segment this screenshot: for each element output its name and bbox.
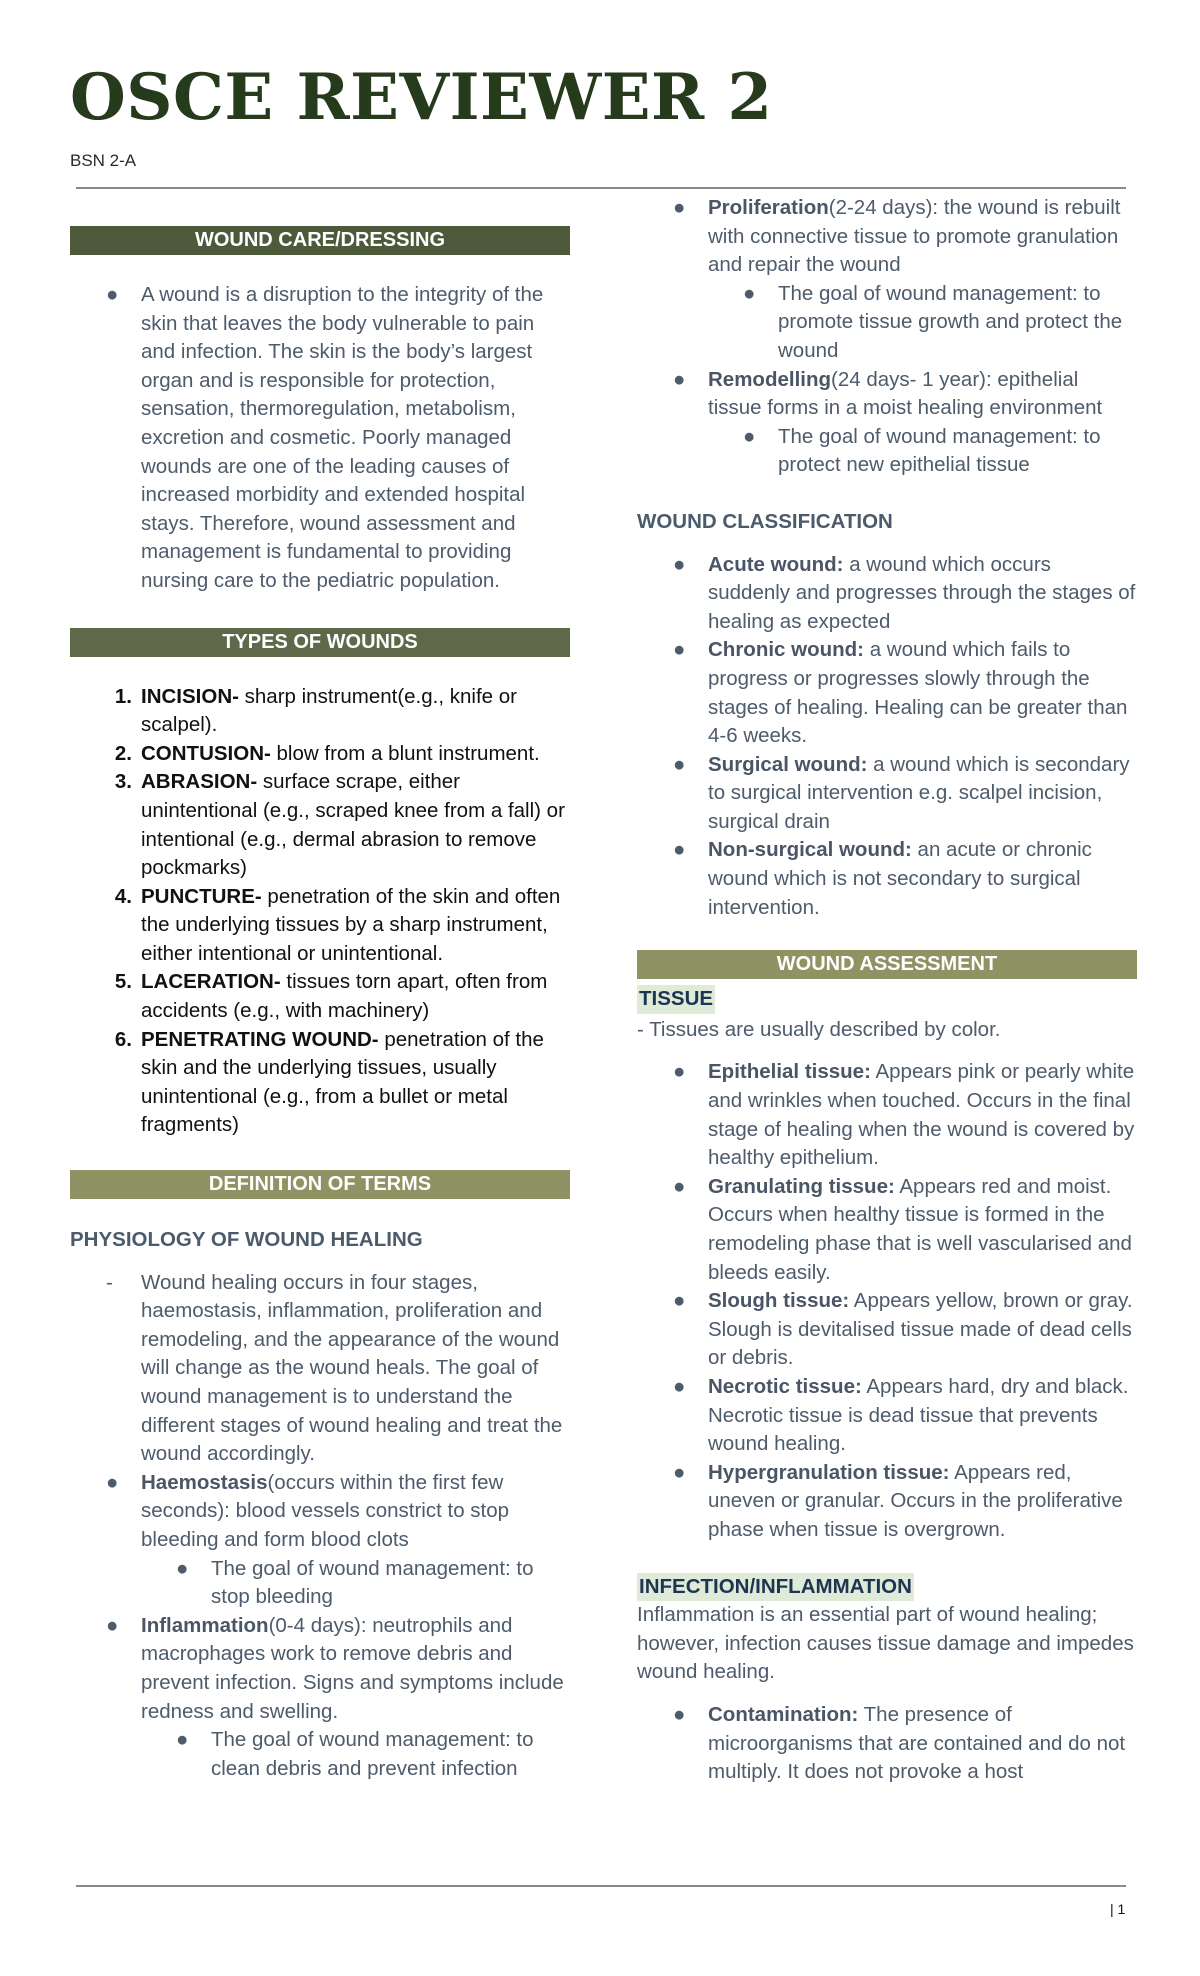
list-item <box>637 194 1137 280</box>
list-number: 5. <box>114 970 132 994</box>
list-item <box>70 1726 570 1783</box>
banner-wound-care: WOUND CARE/DRESSING <box>70 226 570 255</box>
list-item <box>70 1469 570 1555</box>
tissue-heading: TISSUE <box>637 985 715 1014</box>
bullet-marker: ● <box>673 196 686 219</box>
dash-marker: - <box>106 1270 113 1294</box>
bullet-marker: ● <box>673 638 686 662</box>
classification-term: Chronic wound: <box>708 638 865 662</box>
list-item <box>637 1173 1137 1287</box>
bullet-marker: ● <box>176 1556 189 1580</box>
bullet-marker: ● <box>673 367 686 391</box>
physiology-intro-text: Wound healing occurs in four stages, haemostasis, inflammation, proliferation and remodeling, and the appearance of the wound will change as the wound heals. The goal of wound management is to understand the different stages of wound healing and treat the wound accordingly. <box>141 1270 563 1466</box>
bullet-marker: ● <box>743 424 756 448</box>
bullet-marker: ● <box>743 281 756 305</box>
left-column <box>70 190 570 1783</box>
wound-type-term: ABRASION- <box>141 770 258 794</box>
types-list <box>70 683 570 1141</box>
wound-type-term: LACERATION- <box>141 970 281 994</box>
stage-term: Inflammation <box>141 1613 269 1637</box>
stage-term: Haemostasis <box>141 1470 268 1494</box>
list-number: 4. <box>114 884 132 908</box>
document-title: OSCE REVIEWER 2 <box>70 60 773 135</box>
footer-divider <box>76 1885 1126 1887</box>
stage-term: Remodelling <box>708 367 832 391</box>
stage-desc: (2-24 days): the wound is rebuilt with connective tissue to promote granulation and repair the wound <box>708 196 1121 277</box>
classification-term: Non-surgical wound: <box>708 838 912 862</box>
classification-term: Surgical wound: <box>708 752 868 776</box>
bullet-marker: ● <box>673 1174 686 1198</box>
list-item <box>70 1555 570 1612</box>
list-item <box>637 1058 1137 1172</box>
header-divider <box>76 187 1126 189</box>
classification-desc: a wound which is secondary to surgical intervention e.g. scalpel incision, surgical drain <box>708 752 1130 833</box>
list-item <box>70 683 570 740</box>
stage-goal: The goal of wound management: to protect new epithelial tissue <box>778 424 1101 477</box>
wound-type-term: INCISION- <box>141 684 239 708</box>
tissue-term: Slough tissue: <box>708 1289 850 1313</box>
bullet-marker: ● <box>673 752 686 776</box>
classification-heading: WOUND CLASSIFICATION <box>637 509 893 533</box>
infection-intro: Inflammation is an essential part of wound healing; however, infection causes tissue damage and impedes wound healing. <box>637 1603 1134 1684</box>
list-item <box>70 883 570 969</box>
list-item <box>70 1269 570 1469</box>
list-item <box>70 740 570 769</box>
bullet-marker: ● <box>673 1289 686 1313</box>
bullet-marker: ● <box>106 1470 119 1494</box>
list-item <box>637 1701 1137 1787</box>
list-item <box>637 366 1137 423</box>
classification-desc: a wound which occurs suddenly and progresses through the stages of healing as expected <box>708 552 1136 633</box>
list-item <box>70 1026 570 1140</box>
tissue-term: Granulating tissue: <box>708 1174 895 1198</box>
tissue-desc: Appears pink or pearly white and wrinkles when touched. Occurs in the final stage of healing when the wound is covered by healthy epithelium. <box>708 1060 1135 1170</box>
tissue-term: Epithelial tissue: <box>708 1060 871 1084</box>
tissue-desc: Appears red and moist. Occurs when healthy tissue is formed in the remodeling phase that is well vascularised and bleeds easily. <box>708 1174 1132 1284</box>
stage-desc: (24 days- 1 year): epithelial tissue forms in a moist healing environment <box>708 367 1103 420</box>
list-item <box>637 280 1137 366</box>
bullet-marker: ● <box>673 1460 686 1484</box>
infection-term: Contamination: <box>708 1702 859 1726</box>
wound-type-desc: blow from a blunt instrument. <box>270 741 540 765</box>
banner-wound-assessment: WOUND ASSESSMENT <box>637 950 1137 979</box>
tissue-intro: - Tissues are usually described by color. <box>637 1017 1001 1041</box>
list-item <box>637 1373 1137 1459</box>
list-item <box>70 768 570 882</box>
tissue-term: Hypergranulation tissue: <box>708 1460 950 1484</box>
list-item <box>637 636 1137 750</box>
tissue-desc: Appears hard, dry and black. Necrotic tissue is dead tissue that prevents wound healing. <box>708 1374 1129 1456</box>
stage-term: Proliferation <box>708 196 829 219</box>
tissue-term: Necrotic tissue: <box>708 1374 862 1398</box>
list-item <box>70 968 570 1025</box>
list-item <box>637 1459 1137 1545</box>
right-column <box>637 194 1137 1787</box>
stage-goal: The goal of wound management: to clean debris and prevent infection <box>211 1728 534 1780</box>
stage-desc: (0-4 days): neutrophils and macrophages work to remove debris and prevent infection. Signs and symptoms include redness and swelling. <box>141 1613 564 1723</box>
list-item <box>637 1287 1137 1373</box>
wound-type-term: PUNCTURE- <box>141 884 262 908</box>
banner-types-of-wounds: TYPES OF WOUNDS <box>70 628 570 657</box>
list-number: 3. <box>114 770 132 794</box>
banner-definition-of-terms: DEFINITION OF TERMS <box>70 1170 570 1199</box>
classification-desc: an acute or chronic wound which is not secondary to surgical intervention. <box>708 838 1092 919</box>
list-item <box>637 751 1137 837</box>
bullet-marker: ● <box>106 1613 119 1637</box>
wound-type-term: CONTUSION- <box>141 741 271 765</box>
list-number: 1. <box>114 684 132 708</box>
wound-type-desc: penetration of the skin and the underlying tissues, usually unintentional (e.g., from a bullet or metal fragments) <box>141 1027 544 1137</box>
wound-type-desc: surface scrape, either unintentional (e.g., scraped knee from a fall) or intentional (e.g., dermal abrasion to remove pockmarks) <box>141 770 565 880</box>
bullet-marker: ● <box>106 283 119 306</box>
stage-desc: (occurs within the first few seconds): blood vessels constrict to stop bleeding and form blood clots <box>141 1470 510 1551</box>
classification-term: Acute wound: <box>708 552 844 576</box>
wound-type-desc: sharp instrument(e.g., knife or scalpel). <box>141 684 517 737</box>
classification-desc: a wound which fails to progress or progresses slowly through the stages of healing. Healing can be greater than 4-6 weeks. <box>708 638 1128 748</box>
list-number: 2. <box>114 741 132 765</box>
bullet-marker: ● <box>673 1060 686 1084</box>
physiology-heading: PHYSIOLOGY OF WOUND HEALING <box>70 1228 423 1252</box>
bullet-marker: ● <box>673 1374 686 1398</box>
bullet-marker: ● <box>176 1728 189 1752</box>
wound-type-desc: penetration of the skin and often the underlying tissues by a sharp instrument, either intentional or unintentional. <box>141 884 561 965</box>
bullet-marker: ● <box>673 1702 686 1726</box>
wound-type-term: PENETRATING WOUND- <box>141 1027 379 1051</box>
list-item <box>70 281 570 596</box>
stage-goal: The goal of wound management: to promote tissue growth and protect the wound <box>778 281 1123 362</box>
list-item <box>637 836 1137 922</box>
infection-desc: The presence of microorganisms that are contained and do not multiply. It does not provoke a host <box>708 1702 1126 1784</box>
list-item <box>637 423 1137 480</box>
list-item <box>70 1612 570 1726</box>
bullet-marker: ● <box>673 838 686 862</box>
tissue-desc: Appears yellow, brown or gray. Slough is devitalised tissue made of dead cells or debris. <box>708 1289 1133 1370</box>
document-subtitle: BSN 2-A <box>70 151 137 170</box>
tissue-desc: Appears red, uneven or granular. Occurs in the proliferative phase when tissue is overgrown. <box>708 1460 1123 1541</box>
list-number: 6. <box>114 1027 132 1051</box>
bullet-marker: ● <box>673 552 686 576</box>
wound-type-desc: tissues torn apart, often from accidents (e.g., with machinery) <box>141 970 548 1023</box>
page-number: | 1 <box>1110 1901 1126 1917</box>
wound-definition-text: A wound is a disruption to the integrity of the skin that leaves the body vulnerable to pain and infection. The skin is the body’s largest organ and is responsible for protection, sensation, thermoregulation, metabolism, excretion and cosmetic. Poorly managed wounds are one of the leading causes of increased morbidity and extended hospital stays. Therefore, wound assessment and management is fundamental to providing nursing care to the pediatric population. <box>141 283 544 592</box>
stage-goal: The goal of wound management: to stop bleeding <box>211 1556 534 1609</box>
infection-heading: INFECTION/INFLAMMATION <box>637 1573 914 1602</box>
list-item <box>637 551 1137 637</box>
